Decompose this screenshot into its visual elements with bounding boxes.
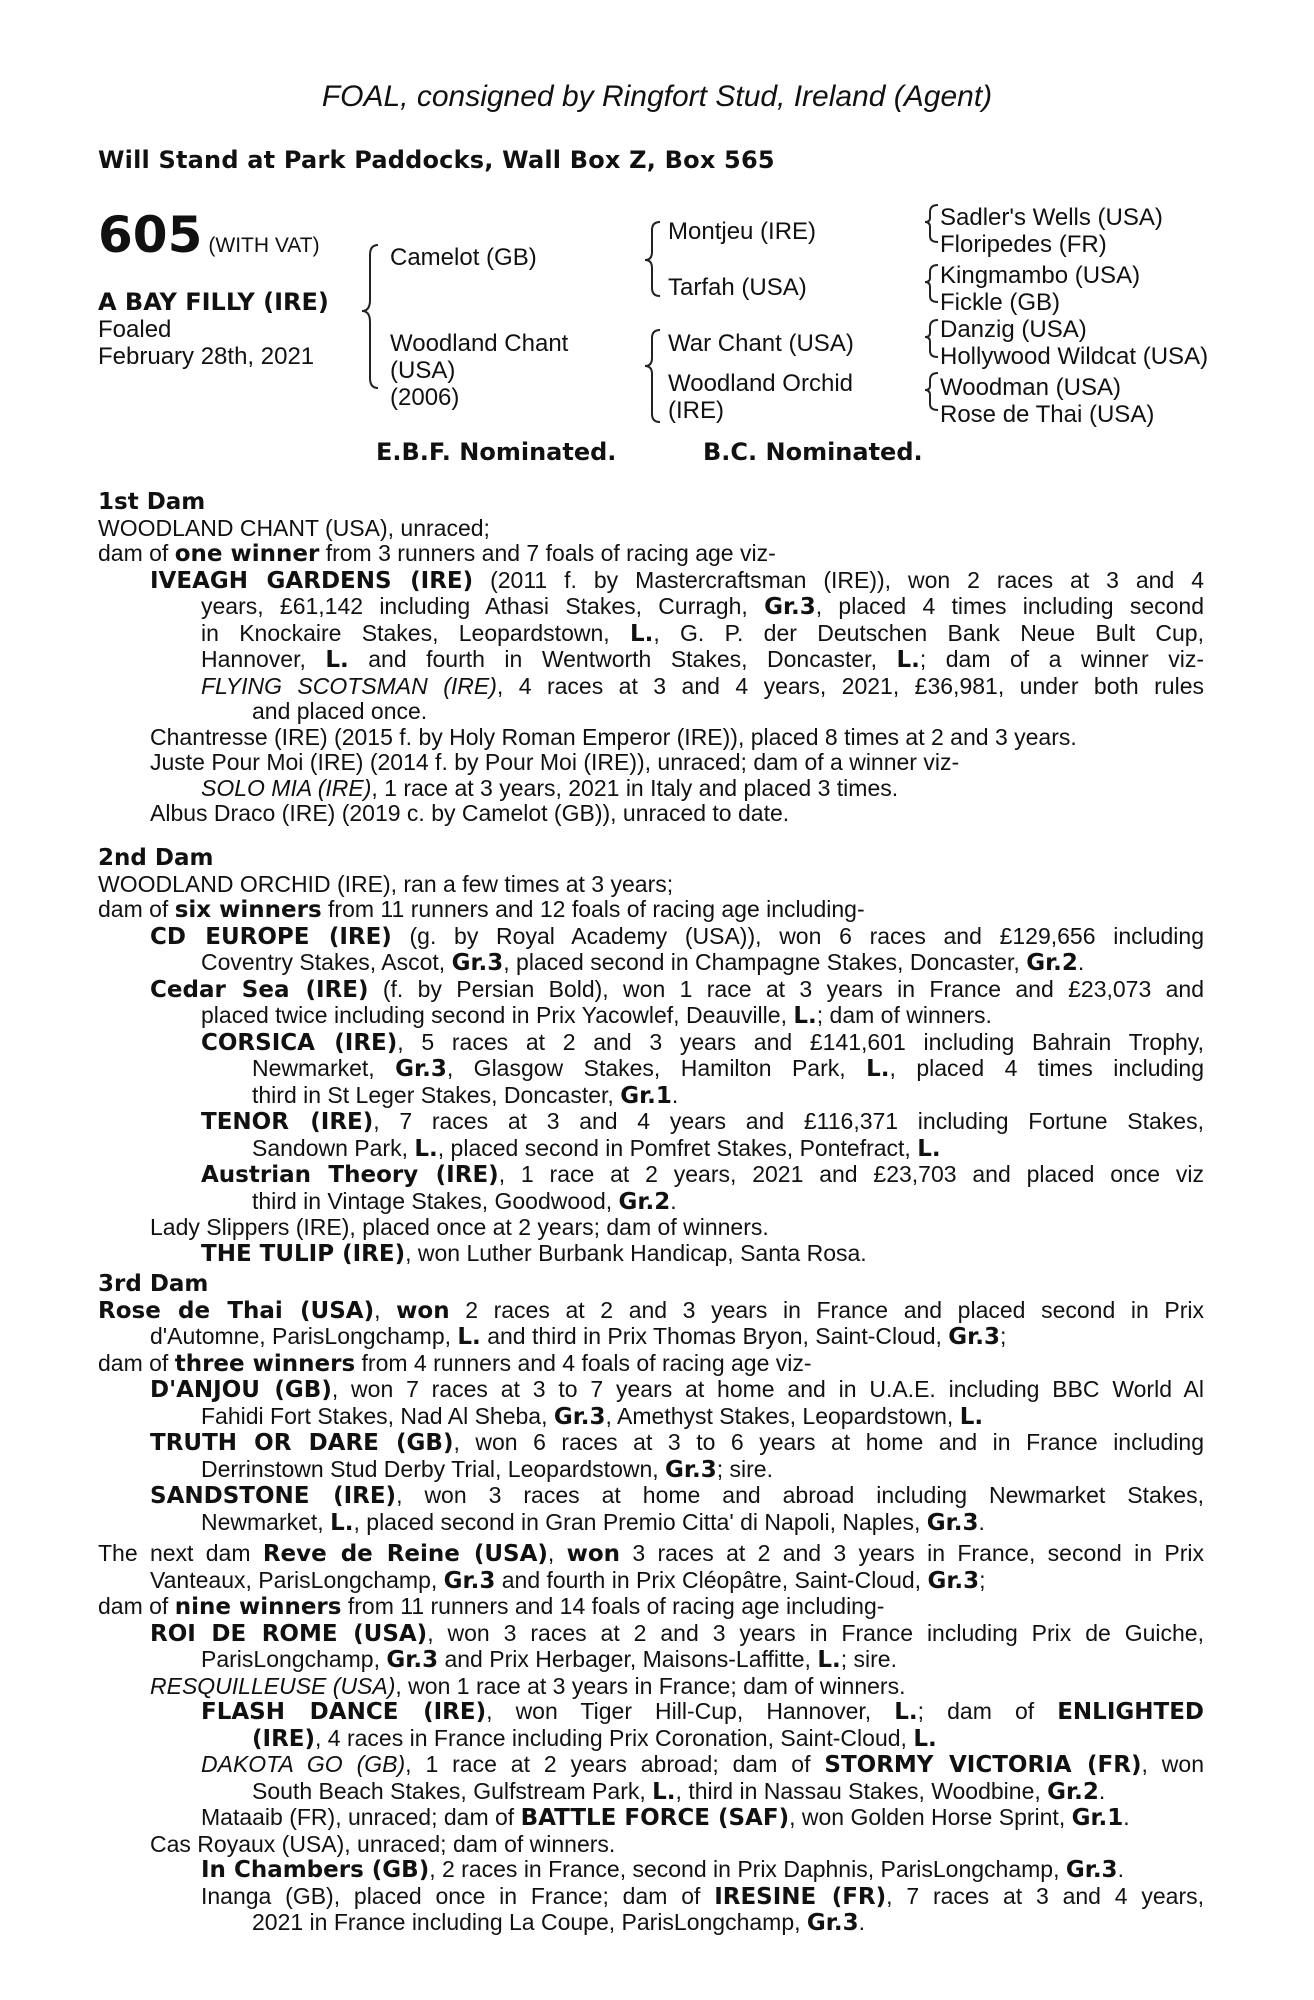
text-run: , 2 races in France, second in Prix Daphnis, ParisLongchamp, xyxy=(429,1856,1066,1882)
text-run: (2011 f. by Mastercraftsman (IRE)), won 2 races at 3 and 4 xyxy=(473,566,1204,593)
text-run: Gr.1 xyxy=(620,1082,672,1109)
brace-g3-2 xyxy=(925,265,938,302)
text-run: , won Tiger Hill-Cup, Hannover, xyxy=(486,1698,895,1724)
foaled-label: Foaled xyxy=(98,316,172,343)
progeny-line xyxy=(98,1805,1204,1832)
text-run: SANDSTONE (IRE) xyxy=(150,1483,397,1509)
text-run: . xyxy=(858,1909,865,1935)
text-run: third in St Leger Stakes, Doncaster, xyxy=(252,1081,621,1108)
progeny-line xyxy=(98,1699,1204,1726)
progeny-line xyxy=(98,1647,1204,1674)
text-run: nine winners xyxy=(174,1594,342,1620)
section-heading: 1st Dam xyxy=(98,489,206,515)
ped-g3-item: Kingmambo (USA) xyxy=(940,262,1141,289)
dam-line xyxy=(98,1568,1204,1595)
text-run: Inanga (GB), placed once in France; dam of xyxy=(201,1882,715,1909)
text-run: L. xyxy=(629,620,654,647)
text-run: , won xyxy=(1141,1751,1204,1777)
text-run: L. xyxy=(917,1135,941,1162)
text-run: BATTLE FORCE (SAF) xyxy=(520,1805,790,1831)
text-run: L. xyxy=(817,1647,841,1673)
text-run: from 11 runners and 14 foals of racing age including- xyxy=(341,1593,885,1619)
progeny-line xyxy=(98,1030,1204,1057)
section-heading: 3rd Dam xyxy=(98,1271,209,1297)
text-run: Newmarket, xyxy=(252,1055,396,1081)
text-run: WOODLAND ORCHID (IRE), ran a few times at 3 years; xyxy=(98,870,674,897)
progeny-line xyxy=(98,1832,1204,1858)
next-dam-section xyxy=(98,1541,1204,1937)
text-run: IRESINE (FR) xyxy=(714,1883,887,1910)
text-run: from 3 runners and 7 foals of racing age viz- xyxy=(319,540,776,566)
text-run: , Amethyst Stakes, Leopardstown, xyxy=(605,1402,960,1429)
text-run: L. xyxy=(913,1725,937,1752)
text-run: (IRE) xyxy=(252,1725,316,1752)
ped-sire-sire: Montjeu (IRE) xyxy=(668,218,817,245)
ped-dam xyxy=(390,330,568,411)
text-run: TRUTH OR DARE (GB) xyxy=(150,1430,454,1456)
text-run: FLYING SCOTSMAN (IRE) xyxy=(201,672,497,699)
dam-line xyxy=(98,897,1204,924)
text-run: d'Automne, ParisLongchamp, xyxy=(150,1323,458,1349)
text-run: L. xyxy=(325,647,349,673)
text-run: . xyxy=(978,1508,985,1535)
text-run: ; dam of a winner viz- xyxy=(919,646,1204,672)
text-run: , placed 4 times including xyxy=(889,1055,1205,1081)
text-run: six winners xyxy=(174,897,322,923)
ped-g3-item: Fickle (GB) xyxy=(940,289,1060,316)
ped-dam-line: (USA) xyxy=(390,357,456,384)
lot-number: 605 xyxy=(98,206,203,264)
text-run: L. xyxy=(866,1056,890,1082)
progeny-line xyxy=(98,1674,1204,1700)
dam-line xyxy=(98,1351,1204,1378)
bc-nominated: B.C. Nominated. xyxy=(703,438,923,466)
text-run: , placed second in Gran Premio Citta' di Napoli, Naples, xyxy=(353,1508,927,1535)
text-run: L. xyxy=(959,1403,984,1430)
text-run: TENOR (IRE) xyxy=(201,1109,374,1135)
text-run: STORMY VICTORIA (FR) xyxy=(824,1752,1142,1778)
text-run: Cedar Sea (IRE) xyxy=(150,976,369,1003)
progeny-line xyxy=(98,924,1204,951)
text-run: Gr.3 xyxy=(665,1456,717,1483)
ped-dam-line: Woodland Chant xyxy=(390,330,569,357)
progeny-line xyxy=(98,1884,1204,1911)
text-run: dam of xyxy=(98,1593,175,1619)
text-run: , won 6 races at 3 to 6 years at home and in France including xyxy=(453,1429,1204,1455)
text-run: Gr.3 xyxy=(553,1403,606,1430)
dam-line xyxy=(98,541,1204,568)
text-run: , placed second in Pomfret Stakes, Pontefract, xyxy=(437,1134,918,1161)
dam-line xyxy=(98,1298,1204,1325)
text-run: , 7 races at 3 and 4 years, xyxy=(886,1882,1204,1909)
progeny-line xyxy=(98,1241,1204,1268)
dam-line xyxy=(98,516,1204,542)
text-run: Derrinstown Stud Derby Trial, Leopardstown, xyxy=(201,1455,666,1482)
text-run: In Chambers (GB) xyxy=(201,1857,430,1883)
text-run: (g. by Royal Academy (USA)), won 6 races and £129,656 including xyxy=(391,922,1204,949)
text-run: (f. by Persian Bold), won 1 race at 3 years in France and £23,073 and xyxy=(368,975,1204,1002)
text-run: from 4 runners and 4 foals of racing age viz- xyxy=(355,1349,812,1376)
text-run: , 4 races at 3 and 4 years, 2021, £36,981, under both rules xyxy=(496,672,1205,699)
text-run: and Prix Herbager, Maisons-Laffitte, xyxy=(438,1646,818,1672)
text-run: D'ANJOU (GB) xyxy=(150,1377,332,1403)
ped-dam-dam-line: Woodland Orchid xyxy=(668,370,853,397)
text-run: and third in Prix Thomas Bryon, Saint-Cloud, xyxy=(480,1323,949,1349)
text-run: Gr.3 xyxy=(1065,1857,1118,1883)
text-run: . xyxy=(1123,1804,1130,1830)
text-run: Rose de Thai (USA) xyxy=(98,1297,375,1324)
progeny-line xyxy=(98,1136,1204,1163)
text-run: Albus Draco (IRE) (2019 c. by Camelot (GB)), unraced to date. xyxy=(150,800,790,826)
text-run: Gr.3 xyxy=(927,1567,980,1594)
progeny-line xyxy=(98,1752,1204,1779)
text-run: Gr.2 xyxy=(1047,1778,1099,1805)
text-run: Vanteaux, ParisLongchamp, xyxy=(150,1566,444,1593)
text-run: . xyxy=(1077,949,1085,975)
text-run: placed twice including second in Prix Yacowlef, Deauville, xyxy=(201,1002,794,1028)
ped-g3-item: Danzig (USA) xyxy=(940,316,1087,343)
brace-g3-4 xyxy=(925,373,938,410)
text-run: CORSICA (IRE) xyxy=(201,1029,398,1056)
text-run: , third in Nassau Stakes, Woodbine, xyxy=(675,1777,1048,1804)
progeny-line xyxy=(98,1910,1204,1937)
text-run: and fourth in Prix Cléopâtre, Saint-Cloud, xyxy=(495,1566,928,1593)
text-run: Gr.3 xyxy=(764,594,816,620)
ped-dam-line: (2006) xyxy=(390,384,460,411)
progeny-line xyxy=(98,801,1204,827)
progeny-line xyxy=(98,1430,1204,1457)
text-run: 3 races at 2 and 3 years in France, second in Prix xyxy=(620,1540,1205,1566)
text-run: in Knockaire Stakes, Leopardstown, xyxy=(201,619,630,646)
progeny-line xyxy=(98,594,1204,621)
text-run: Gr.3 xyxy=(806,1910,859,1936)
text-run: Lady Slippers (IRE), placed once at 2 years; dam of winners. xyxy=(150,1214,769,1240)
text-run: L. xyxy=(414,1135,438,1162)
text-run: The next dam xyxy=(98,1540,263,1566)
text-run: , placed second in Champagne Stakes, Doncaster, xyxy=(503,949,1027,975)
text-run: won xyxy=(396,1297,450,1324)
text-run: FLASH DANCE (IRE) xyxy=(201,1699,487,1725)
dam-line xyxy=(98,1594,1204,1621)
text-run: L. xyxy=(330,1509,354,1536)
ped-sire: Camelot (GB) xyxy=(390,244,537,271)
text-run: , 1 race at 2 years, 2021 and £23,703 and placed once viz xyxy=(498,1161,1205,1187)
text-run: Newmarket, xyxy=(201,1508,331,1535)
progeny-line xyxy=(98,725,1204,751)
text-run: years, £61,142 including Athasi Stakes, Curragh, xyxy=(201,593,765,619)
text-run: , xyxy=(374,1296,397,1323)
text-run: ; dam of winners. xyxy=(816,1002,992,1028)
text-run: ParisLongchamp, xyxy=(201,1646,387,1672)
progeny-line xyxy=(98,1404,1204,1431)
text-run: ROI DE ROME (USA) xyxy=(150,1620,428,1647)
ebf-nominated: E.B.F. Nominated. xyxy=(376,438,617,466)
text-run: South Beach Stakes, Gulfstream Park, xyxy=(252,1777,653,1804)
text-run: Mataaib (FR), unraced; dam of xyxy=(201,1804,521,1830)
text-run: , 1 race at 2 years abroad; dam of xyxy=(405,1751,825,1777)
text-run: Gr.3 xyxy=(443,1567,496,1594)
text-run: , 7 races at 3 and 4 years and £116,371 including Fortune Stakes, xyxy=(373,1108,1204,1134)
text-run: , Glasgow Stakes, Hamilton Park, xyxy=(446,1055,867,1081)
progeny-line xyxy=(98,1162,1204,1189)
text-run: Gr.3 xyxy=(386,1647,439,1673)
text-run: Austrian Theory (IRE) xyxy=(201,1162,499,1188)
dam-line xyxy=(98,1541,1204,1568)
text-run: Reve de Reine (USA) xyxy=(262,1541,548,1567)
text-run: , placed 4 times including second xyxy=(815,593,1204,619)
ped-g3-item: Floripedes (FR) xyxy=(940,231,1107,258)
consignment-line: FOAL, consigned by Ringfort Stud, Ireland (Agent) xyxy=(321,80,993,113)
progeny-line xyxy=(98,699,1204,725)
text-run: Gr.3 xyxy=(926,1509,979,1536)
brace-g3-3 xyxy=(925,320,938,357)
text-run: , won 3 races at home and abroad including Newmarket Stakes, xyxy=(396,1482,1204,1508)
text-run: won xyxy=(566,1541,621,1567)
ped-g3-item: Woodman (USA) xyxy=(940,374,1121,401)
text-run: DAKOTA GO (GB) xyxy=(201,1751,406,1777)
text-run: Gr.2 xyxy=(618,1188,671,1215)
text-run: L. xyxy=(894,1699,918,1725)
text-run: Gr.3 xyxy=(395,1056,447,1082)
text-run: Gr.2 xyxy=(1026,950,1078,976)
brace-g3-1 xyxy=(925,205,938,242)
text-run: and placed once. xyxy=(252,698,428,724)
text-run: ; xyxy=(999,1323,1007,1349)
text-run: SOLO MIA (IRE) xyxy=(201,774,372,801)
progeny-line xyxy=(98,1215,1204,1241)
text-run: three winners xyxy=(174,1350,356,1377)
text-run: L. xyxy=(793,1003,817,1029)
text-run: ; xyxy=(979,1566,986,1593)
text-run: , won 7 races at 3 to 7 years at home and in U.A.E. including BBC World Al xyxy=(331,1376,1204,1402)
text-run: from 11 runners and 12 foals of racing age including- xyxy=(321,896,865,922)
text-run: dam of xyxy=(98,896,175,922)
progeny-line xyxy=(98,1056,1204,1083)
progeny-line xyxy=(98,1109,1204,1136)
progeny-line xyxy=(98,621,1204,648)
text-run: Hannover, xyxy=(201,646,326,672)
ped-g3-item: Sadler's Wells (USA) xyxy=(940,204,1163,231)
foaled-date: February 28th, 2021 xyxy=(98,343,315,370)
text-run: ; sire. xyxy=(840,1646,897,1672)
text-run: Gr.1 xyxy=(1071,1805,1124,1831)
text-run: L. xyxy=(652,1778,676,1805)
stand-location: Will Stand at Park Paddocks, Wall Box Z, Box 565 xyxy=(98,146,775,174)
progeny-line xyxy=(98,1510,1204,1537)
text-run: dam of xyxy=(98,1349,175,1376)
text-run: ; dam of xyxy=(917,1698,1058,1724)
dam-line xyxy=(98,872,1204,898)
third-dam-section xyxy=(98,1272,1204,1536)
text-run: Sandown Park, xyxy=(252,1134,415,1161)
brace-gen2-bottom xyxy=(645,330,660,422)
ped-sire-dam: Tarfah (USA) xyxy=(668,274,807,301)
dam-line xyxy=(98,1324,1204,1351)
text-run: 2021 in France including La Coupe, ParisLongchamp, xyxy=(252,1909,807,1935)
text-run: IVEAGH GARDENS (IRE) xyxy=(150,567,474,594)
text-run: . xyxy=(1117,1856,1124,1882)
text-run: 2 races at 2 and 3 years in France and placed second in Prix xyxy=(449,1296,1204,1323)
horse-title: A BAY FILLY (IRE) xyxy=(98,288,329,316)
text-run: L. xyxy=(896,647,920,673)
progeny-line xyxy=(98,1779,1204,1806)
progeny-line xyxy=(98,1377,1204,1404)
progeny-line xyxy=(98,647,1204,674)
ped-dam-dam-line: (IRE) xyxy=(668,397,724,424)
vat-label: (WITH VAT) xyxy=(208,234,320,257)
second-dam-section xyxy=(98,846,1204,1267)
progeny-line xyxy=(98,1483,1204,1510)
text-run: Coventry Stakes, Ascot, xyxy=(201,949,452,975)
progeny-line xyxy=(98,750,1204,776)
ped-dam-sire: War Chant (USA) xyxy=(668,330,854,357)
text-run: WOODLAND CHANT (USA), unraced; xyxy=(98,514,490,541)
ped-g3-col xyxy=(940,204,1208,428)
text-run: , won Golden Horse Sprint, xyxy=(789,1804,1072,1830)
first-dam-section xyxy=(98,490,1204,827)
progeny-line xyxy=(98,1726,1204,1753)
text-run: , 4 races in France including Prix Coronation, Saint-Cloud, xyxy=(315,1724,914,1751)
progeny-line xyxy=(98,776,1204,802)
text-run: CD EUROPE (IRE) xyxy=(150,923,392,950)
text-run: Gr.3 xyxy=(451,950,504,976)
ped-dam-dam xyxy=(668,370,853,424)
text-run: one winner xyxy=(174,541,320,567)
progeny-line xyxy=(98,977,1204,1004)
text-run: , 5 races at 2 and 3 years and £141,601 including Bahrain Trophy, xyxy=(397,1028,1204,1055)
text-run: L. xyxy=(457,1324,481,1350)
text-run: , won Luther Burbank Handicap, Santa Rosa. xyxy=(405,1239,867,1266)
text-run: , G. P. der Deutschen Bank Neue Bult Cup, xyxy=(653,619,1204,646)
section-heading: 2nd Dam xyxy=(98,845,214,871)
progeny-line xyxy=(98,1003,1204,1030)
text-run: Fahidi Fort Stakes, Nad Al Sheba, xyxy=(201,1402,554,1429)
brace-gen2-top xyxy=(645,222,660,296)
ped-g3-item: Rose de Thai (USA) xyxy=(940,401,1155,428)
ped-g3-item: Hollywood Wildcat (USA) xyxy=(940,343,1209,370)
text-run: , 1 race at 3 years, 2021 in Italy and placed 3 times. xyxy=(371,774,899,801)
progeny-line xyxy=(98,674,1204,700)
text-run: . xyxy=(670,1187,677,1214)
progeny-line xyxy=(98,1621,1204,1648)
progeny-line xyxy=(98,1457,1204,1484)
text-run: Chantresse (IRE) (2015 f. by Holy Roman Emperor (IRE)), placed 8 times at 2 and 3 years. xyxy=(150,723,1077,750)
text-run: ; sire. xyxy=(716,1455,773,1482)
text-run: , won 3 races at 2 and 3 years in France including Prix de Guiche, xyxy=(427,1619,1204,1646)
text-run: third in Vintage Stakes, Goodwood, xyxy=(252,1187,619,1214)
progeny-line xyxy=(98,950,1204,977)
progeny-line xyxy=(98,1189,1204,1216)
text-run: , won 1 race at 3 years in France; dam of winners. xyxy=(395,1672,906,1699)
text-run: . xyxy=(671,1081,679,1108)
text-run: and fourth in Wentworth Stakes, Doncaster, xyxy=(348,646,897,672)
text-run: . xyxy=(1098,1777,1106,1804)
text-run: Juste Pour Moi (IRE) (2014 f. by Pour Moi (IRE)), unraced; dam of a winner viz- xyxy=(150,749,960,775)
text-run: ENLIGHTED xyxy=(1057,1699,1204,1725)
text-run: RESQUILLEUSE (USA) xyxy=(150,1672,396,1699)
text-run: Cas Royaux (USA), unraced; dam of winners. xyxy=(150,1830,616,1857)
text-run: dam of xyxy=(98,540,175,566)
text-run: Gr.3 xyxy=(948,1324,1000,1350)
text-run: , xyxy=(547,1540,567,1566)
progeny-line xyxy=(98,568,1204,595)
progeny-line xyxy=(98,1083,1204,1110)
brace-gen1 xyxy=(362,245,378,388)
progeny-line xyxy=(98,1857,1204,1884)
text-run: THE TULIP (IRE) xyxy=(201,1240,406,1267)
